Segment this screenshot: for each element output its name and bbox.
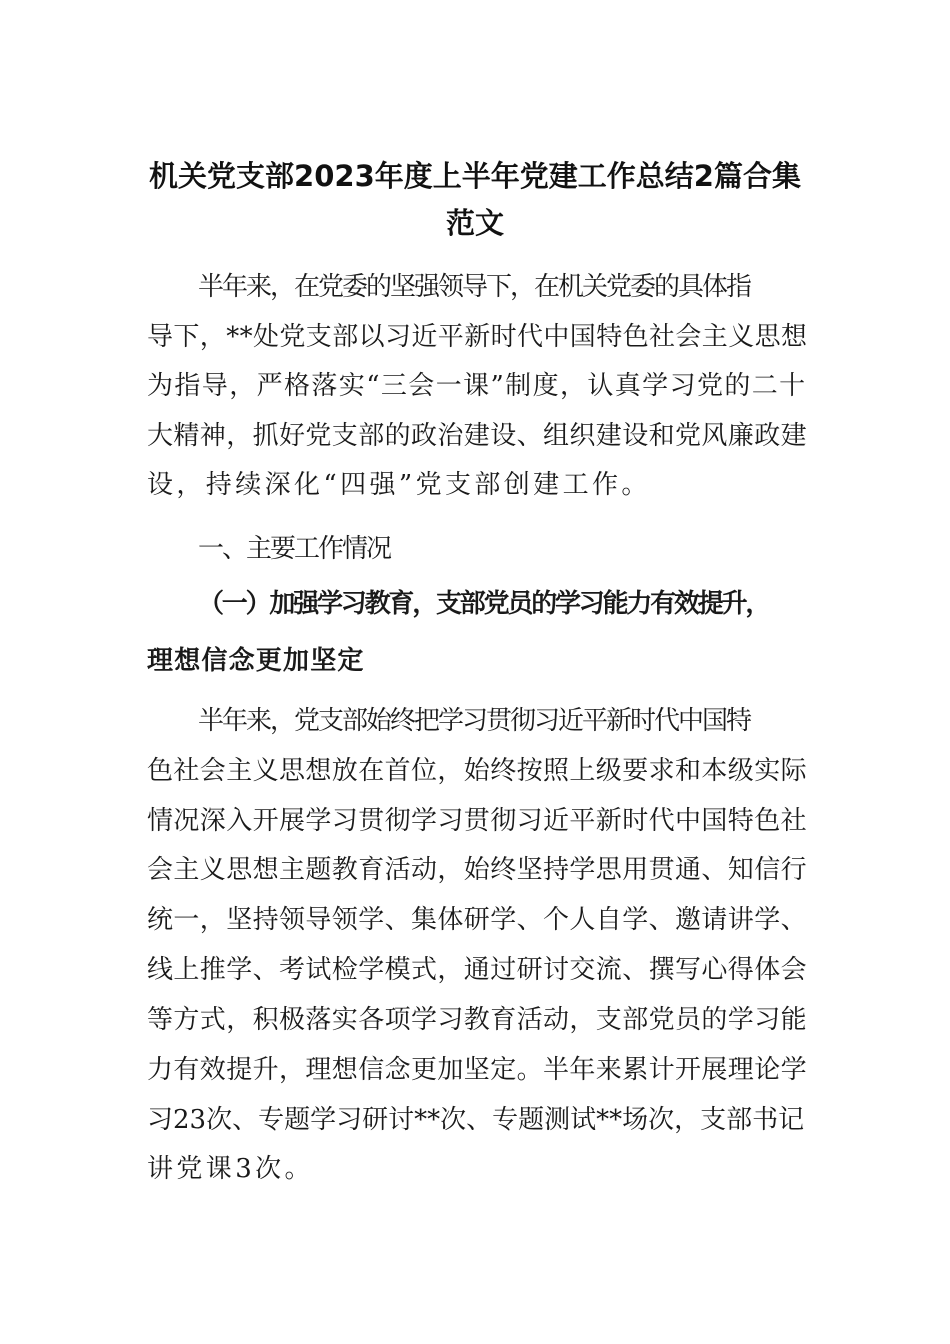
- body-line-10: 讲党课3次。: [147, 1154, 314, 1184]
- subsection-1-heading-line-1: （一）加强学习教育，支部党员的学习能力有效提升，: [198, 589, 770, 619]
- body-line-5: 统一，坚持领导领学、集体研学、个人自学、邀请讲学、: [147, 905, 808, 935]
- section-1-heading: 一、主要工作情况: [198, 534, 391, 564]
- intro-line-1: 半年来，在党委的坚强领导下，在机关党委的具体指: [198, 272, 751, 302]
- body-line-1: 半年来，党支部始终把学习贯彻习近平新时代中国特: [198, 706, 751, 736]
- intro-line-3: 为指导，严格落实“三会一课”制度，认真学习党的二十: [147, 371, 807, 401]
- document-title-line-2: 范文: [445, 206, 504, 240]
- body-line-2: 色社会主义思想放在首位，始终按照上级要求和本级实际: [147, 756, 808, 786]
- body-line-4: 会主义思想主题教育活动，始终坚持学思用贯通、知信行: [147, 855, 808, 885]
- intro-line-2: 导下，**处党支部以习近平新时代中国特色社会主义思想: [147, 322, 808, 352]
- body-line-6: 线上推学、考试检学模式，通过研讨交流、撰写心得体会: [147, 955, 808, 985]
- body-line-9: 习23次、专题学习研讨**次、专题测试**场次，支部书记: [147, 1105, 805, 1135]
- body-line-7: 等方式，积极落实各项学习教育活动，支部党员的学习能: [147, 1005, 808, 1035]
- subsection-1-heading-line-2: 理想信念更加坚定: [147, 646, 365, 676]
- intro-line-5: 设，持续深化“四强”党支部创建工作。: [147, 470, 651, 500]
- body-line-3: 情况深入开展学习贯彻学习贯彻习近平新时代中国特色社: [147, 806, 808, 836]
- intro-line-4: 大精神，抓好党支部的政治建设、组织建设和党风廉政建: [147, 421, 808, 451]
- body-line-8: 力有效提升，理想信念更加坚定。半年来累计开展理论学: [147, 1055, 808, 1085]
- document-title-line-1: 机关党支部2023年度上半年党建工作总结2篇合集: [149, 159, 801, 193]
